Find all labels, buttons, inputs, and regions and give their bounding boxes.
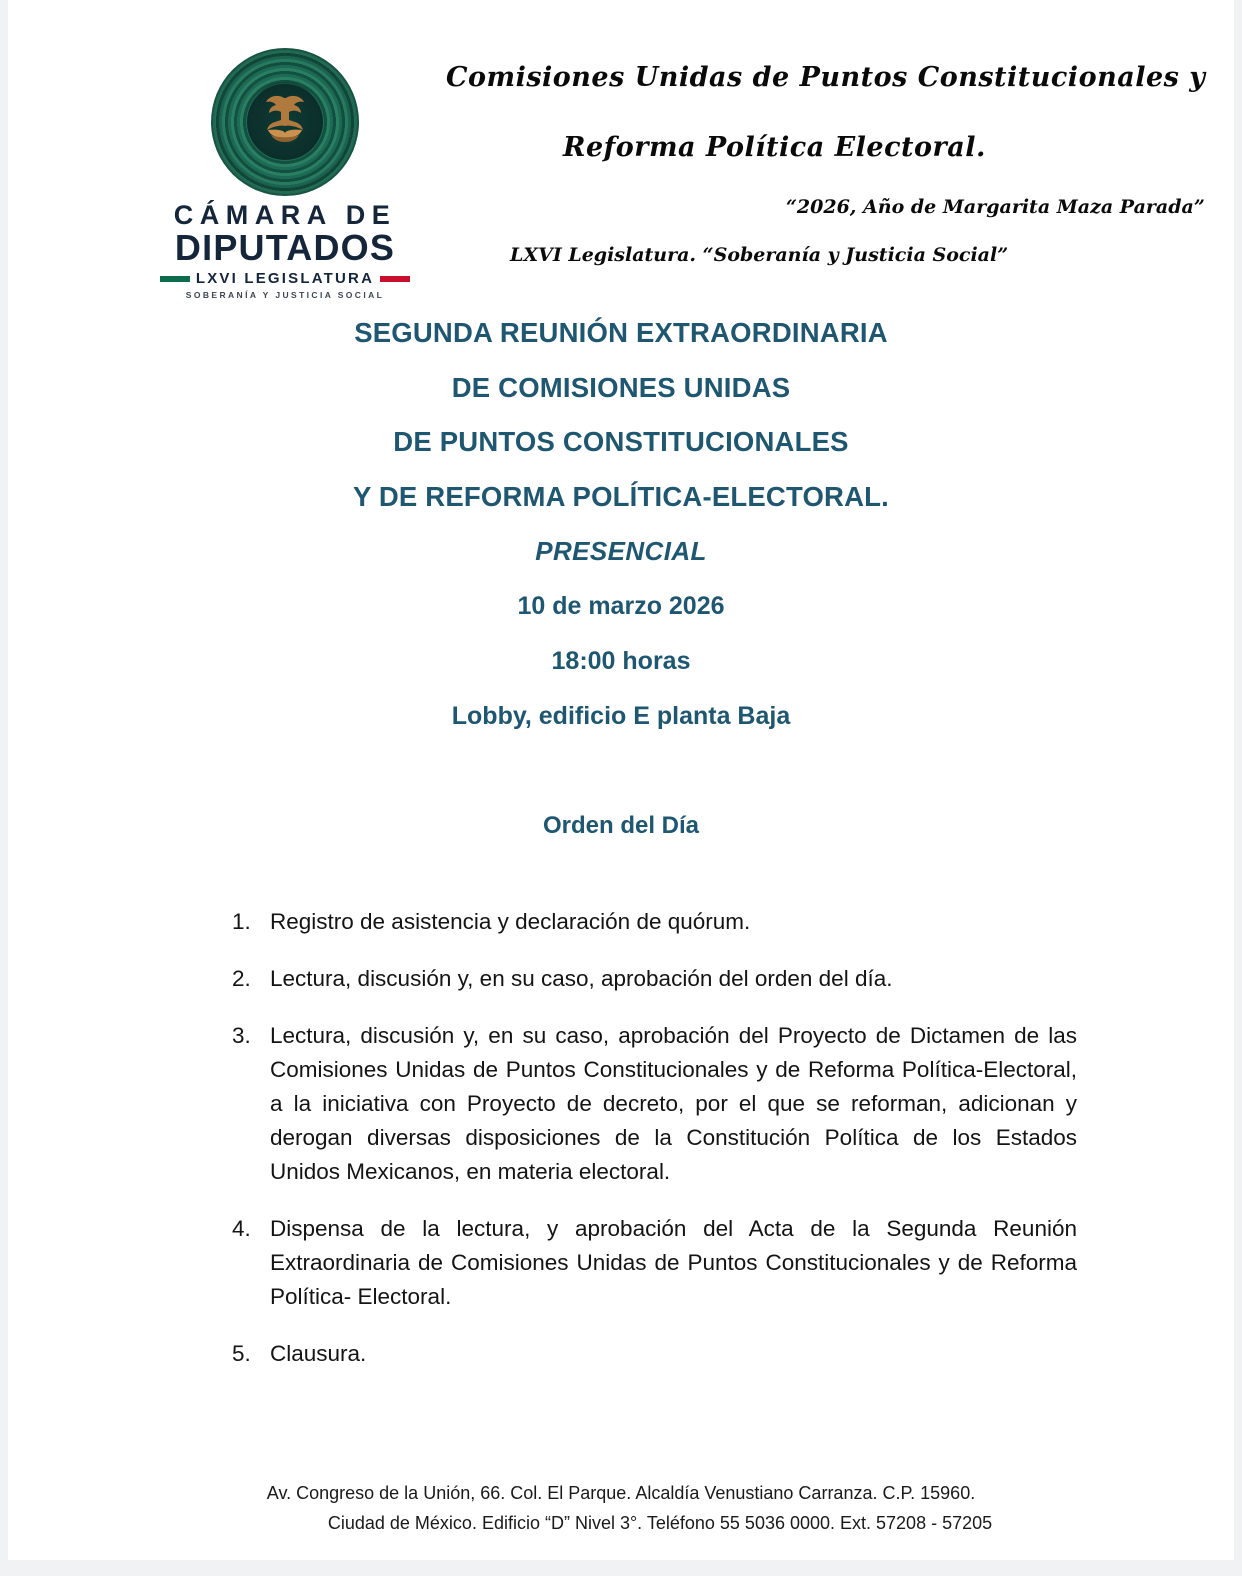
agenda-item xyxy=(232,1337,1077,1371)
agenda-item xyxy=(232,905,1077,939)
meeting-title-block xyxy=(0,306,1242,744)
title-line-3: DE PUNTOS CONSTITUCIONALES xyxy=(393,426,849,457)
footer-address-line1: Av. Congreso de la Unión, 66. Col. El Parque. Alcaldía Venustiano Carranza. C.P. 15960. xyxy=(266,1483,976,1503)
header-legislature-motto: LXVI Legislatura. “Soberanía y Justicia Social” xyxy=(510,244,1009,266)
green-bar-icon xyxy=(160,276,190,282)
title-line-1: SEGUNDA REUNIÓN EXTRAORDINARIA xyxy=(354,317,888,348)
agenda-item-text: Clausura. xyxy=(270,1341,367,1366)
agenda-heading: Orden del Día xyxy=(542,812,700,839)
agenda-item-text: Registro de asistencia y declaración de quórum. xyxy=(270,909,751,934)
logo-legislatura-text: LXVI LEGISLATURA xyxy=(195,270,375,287)
logo-soberania-text: SOBERANÍA Y JUSTICIA SOCIAL xyxy=(185,290,385,300)
agenda-item xyxy=(232,1019,1077,1189)
mexican-coat-of-arms-seal-icon xyxy=(211,48,359,196)
meeting-time: 18:00 horas xyxy=(551,647,691,675)
meeting-date: 10 de marzo 2026 xyxy=(517,592,725,620)
agenda-item-number: 2. xyxy=(232,966,251,991)
agenda-item-text: Dispensa de la lectura, y aprobación del Acta de la Segunda Reunión Extraordinaria de Comisiones Unidas de Puntos Constitucionales y de Reforma Política- Electoral. xyxy=(270,1216,1077,1309)
agenda-item xyxy=(232,1212,1077,1314)
agenda-list xyxy=(232,905,1077,1394)
agenda-item-number: 4. xyxy=(232,1216,251,1241)
footer-address-line2: Ciudad de México. Edificio “D” Nivel 3°. Teléfono 55 5036 0000. Ext. 57208 - 57205 xyxy=(327,1513,993,1533)
document-footer xyxy=(0,1478,1242,1538)
eagle-emblem-icon xyxy=(254,90,316,148)
logo-diputados-text: DIPUTADOS xyxy=(174,227,396,268)
title-line-4: Y DE REFORMA POLÍTICA-ELECTORAL. xyxy=(352,480,890,512)
header-commission-line2: Reforma Política Electoral. xyxy=(563,132,986,163)
agenda-item-number: 1. xyxy=(232,909,251,934)
logo-camara-text: CÁMARA DE xyxy=(173,200,397,230)
camara-de-diputados-logo xyxy=(160,48,410,300)
agenda-item-text: Lectura, discusión y, en su caso, aprobación del Proyecto de Dictamen de las Comisiones Unidas de Puntos Constitucionales y de Reforma Política-Electoral, a la iniciativa con Proyecto de decreto, por el que se reforman, adicionan y derogan diversas disposiciones de la Constitución Política de los Estados Unidos Mexicanos, en materia electoral. xyxy=(270,1023,1077,1184)
logo-legislature-row xyxy=(160,270,410,287)
header-commission-line1: Comisiones Unidas de Puntos Constitucionales y xyxy=(446,62,1206,93)
document-header xyxy=(0,0,1242,300)
title-line-2: DE COMISIONES UNIDAS xyxy=(451,371,791,403)
meeting-location: Lobby, edificio E planta Baja xyxy=(451,702,791,730)
agenda-item-number: 5. xyxy=(232,1341,251,1366)
agenda-item-text: Lectura, discusión y, en su caso, aprobación del orden del día. xyxy=(270,966,893,991)
meeting-modality: PRESENCIAL xyxy=(535,536,707,566)
agenda-item xyxy=(232,962,1077,996)
header-year-motto: “2026, Año de Margarita Maza Parada” xyxy=(786,196,1205,218)
agenda-item-number: 3. xyxy=(232,1023,251,1048)
red-bar-icon xyxy=(380,276,410,282)
